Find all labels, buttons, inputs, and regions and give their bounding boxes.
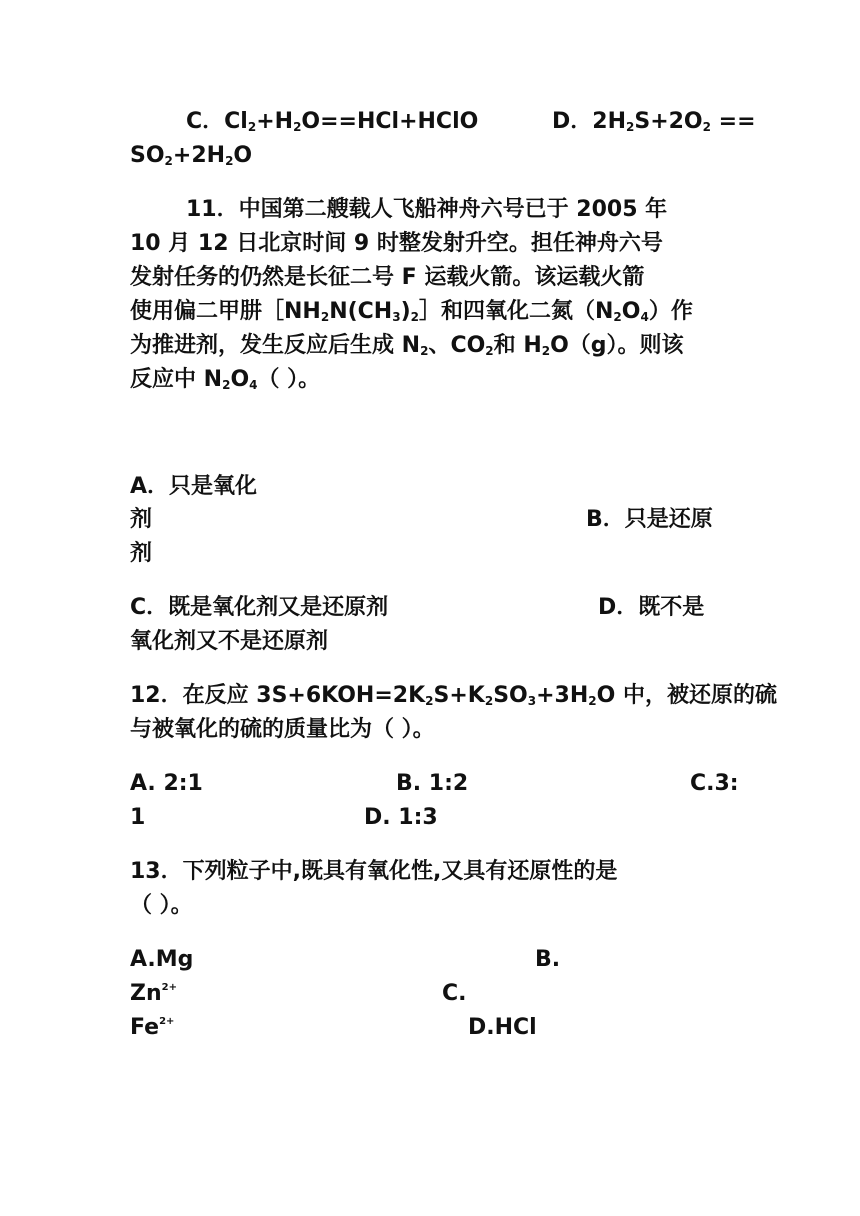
q13-option-c: C. [442, 981, 467, 1006]
q13-stem-line-2: （ ）。 [130, 893, 193, 918]
q11-option-d: D．既不是 [598, 595, 705, 620]
q11-option-c: C．既是氧化剂又是还原剂 [130, 595, 389, 620]
q11-option-a: A．只是氧化 [130, 474, 258, 499]
q11-stem-line-3: 发射任务的仍然是长征二号 F 运载火箭。该运载火箭 [130, 265, 645, 290]
q11-option-b-continued: 剂 [130, 541, 153, 566]
q13-option-b: B. [535, 947, 561, 972]
q13-stem-line-1: 13．下列粒子中,既具有氧化性,又具有还原性的是 [130, 859, 618, 884]
q11-stem-line-1: 11．中国第二艘载人飞船神舟六号已于 2005 年 [186, 197, 668, 222]
q11-stem-line-4: 使用偏二甲肼$[NH_2N(CH_3)_2]$和四氧化二氮$(N_2O_4)$作 [130, 299, 693, 324]
q13-option-c-value: $Fe^{2+}$ [130, 1015, 175, 1040]
q13-option-a: A.Mg [130, 947, 194, 972]
q10-option-c: C．$Cl_2+H_2O==HCl+HClO$ [186, 109, 479, 134]
q12-stem-line-2: 与被氧化的硫的质量比为（ ）。 [130, 717, 435, 742]
q12-option-d: D. 1:3 [364, 805, 438, 830]
q13-option-b-value: $Zn^{2+}$ [130, 981, 177, 1006]
q12-option-c-continued: 1 [130, 805, 146, 830]
q13-option-d: D.HCl [468, 1015, 537, 1040]
q12-stem-line-1: 12．在反应 $3S+6KOH=2K_2S+K_2SO_3+3H_2O$ 中，被还原的硫 [130, 683, 777, 708]
q12-option-b: B. 1:2 [396, 771, 469, 796]
q10-option-d-continued: $SO_2+2H_2O$ [130, 143, 253, 168]
q11-option-b: B．只是还原 [586, 507, 713, 532]
q10-option-d: D．$2H_2S+2O_2$ == [552, 109, 756, 134]
q11-stem-line-6: 反应中 $N_2O_4$（ ）。 [130, 367, 321, 392]
q11-stem-line-5: 为推进剂，发生反应后生成 $N_2$、$CO_2$和 $H_2O(g)$。则该 [130, 333, 684, 358]
q12-option-c: C.3: [690, 771, 739, 796]
q11-option-a-continued: 剂 [130, 507, 153, 532]
q11-option-d-continued: 氧化剂又不是还原剂 [130, 629, 329, 654]
q11-stem-line-2: 10 月 12 日北京时间 9 时整发射升空。担任神舟六号 [130, 231, 663, 256]
q12-option-a: A. 2:1 [130, 771, 203, 796]
